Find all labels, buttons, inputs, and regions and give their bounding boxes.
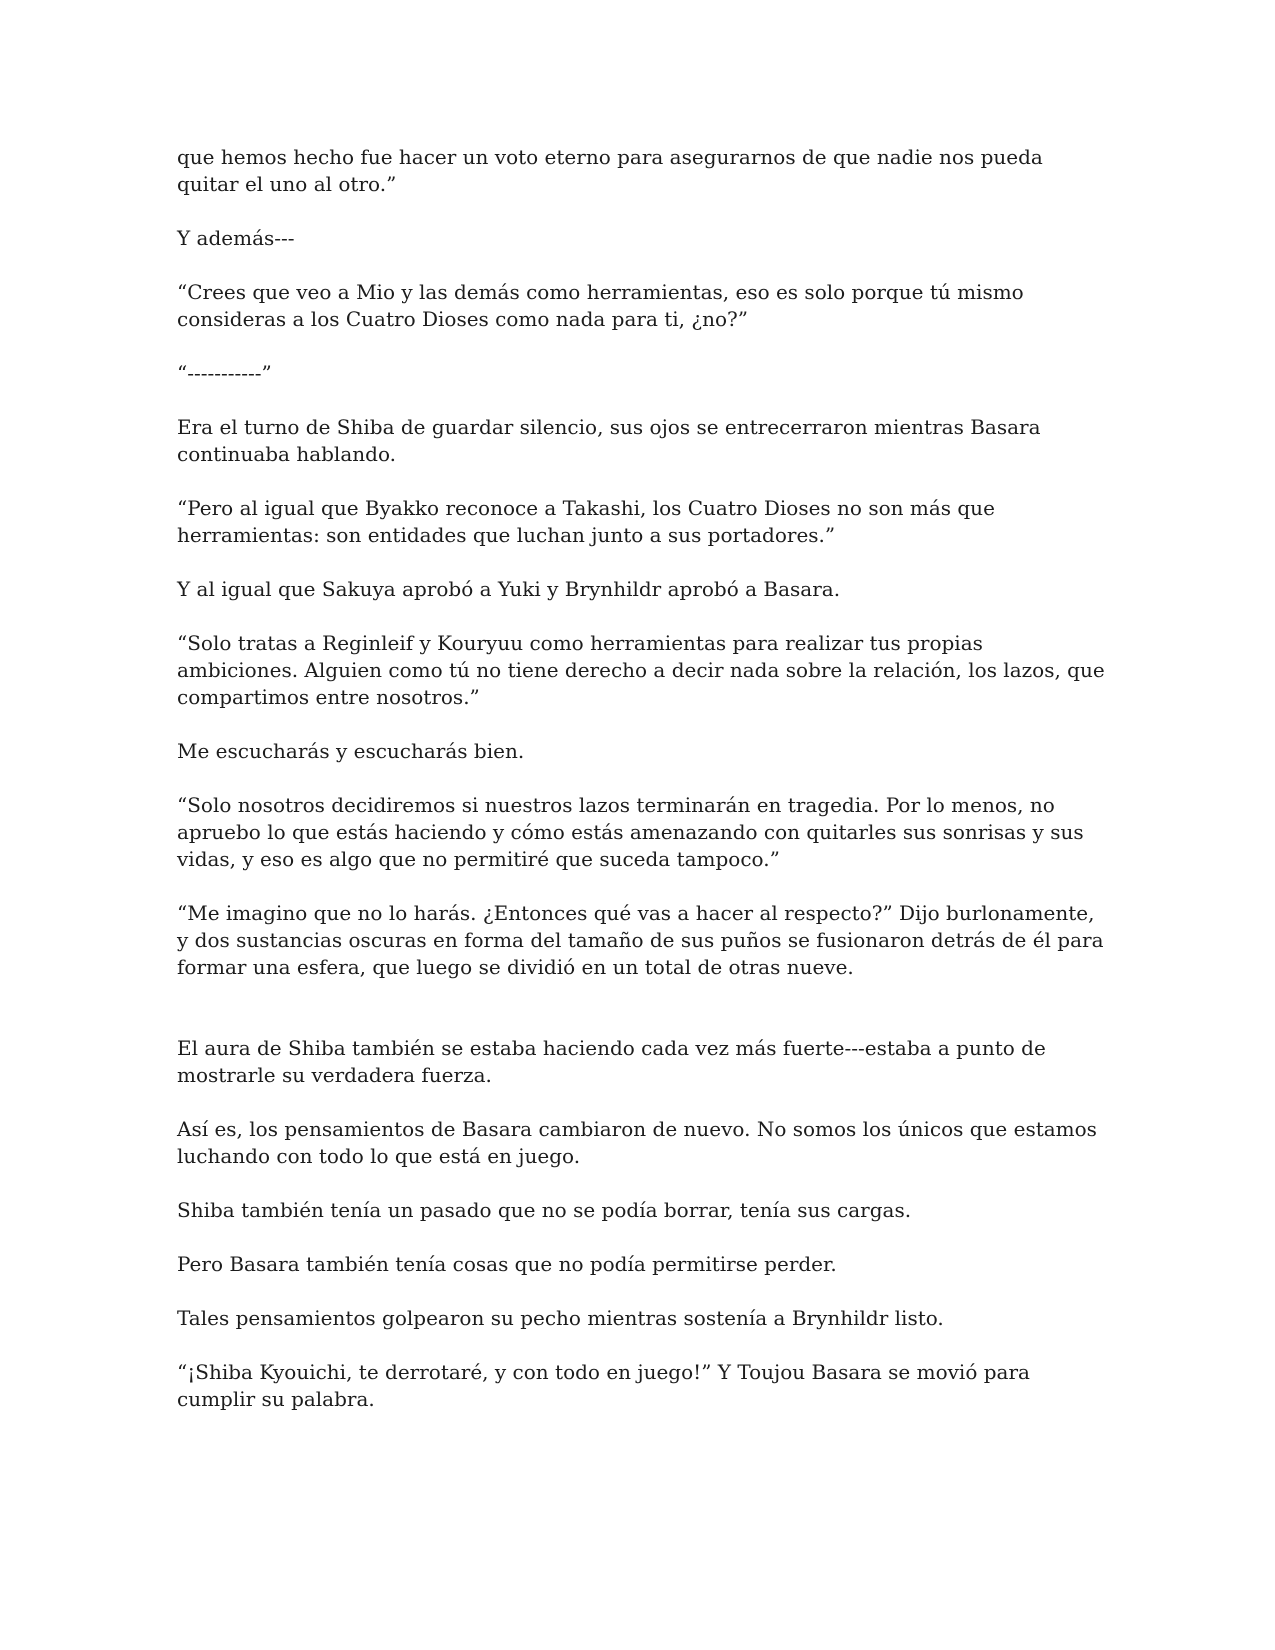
paragraph: “Crees que veo a Mio y las demás como herramientas, eso es solo porque tú mismo consideras a los Cuatro Dioses como nada para ti, ¿no?” [177, 280, 1024, 331]
paragraph: “¡Shiba Kyouichi, te derrotaré, y con todo en juego!” Y Toujou Basara se movió para cumplir su palabra. [177, 1360, 1030, 1411]
paragraph: Así es, los pensamientos de Basara cambiaron de nuevo. No somos los únicos que estamos luchando con todo lo que está en juego. [177, 1117, 1097, 1168]
paragraph: que hemos hecho fue hacer un voto eterno para asegurarnos de que nadie nos pueda quitar el uno al otro.” [177, 145, 1043, 196]
paragraph: Me escucharás y escucharás bien. [177, 739, 525, 763]
paragraph: El aura de Shiba también se estaba haciendo cada vez más fuerte---estaba a punto de mostrarle su verdadera fuerza. [177, 1036, 1046, 1087]
paragraph: Tales pensamientos golpearon su pecho mientras sostenía a Brynhildr listo. [177, 1306, 944, 1330]
document-body [177, 144, 1107, 1440]
paragraph: “-----------” [177, 361, 272, 385]
paragraph: “Me imagino que no lo harás. ¿Entonces qué vas a hacer al respecto?” Dijo burlonamente, y dos sustancias oscuras en forma del tamaño de sus puños se fusionaron detrás de él para formar una esfera, que luego se dividió en un total de otras nueve. [177, 901, 1104, 979]
paragraph: Y al igual que Sakuya aprobó a Yuki y Brynhildr aprobó a Basara. [177, 577, 841, 601]
paragraph: “Solo tratas a Reginleif y Kouryuu como herramientas para realizar tus propias ambiciones. Alguien como tú no tiene derecho a decir nada sobre la relación, los lazos, que compartimos entre nosotros.” [177, 631, 1105, 709]
paragraph: “Solo nosotros decidiremos si nuestros lazos terminarán en tragedia. Por lo menos, no apruebo lo que estás haciendo y cómo estás amenazando con quitarles sus sonrisas y sus vidas, y eso es algo que no permitiré que suceda tampoco.” [177, 793, 1084, 871]
paragraph: Era el turno de Shiba de guardar silencio, sus ojos se entrecerraron mientras Basara continuaba hablando. [177, 415, 1041, 466]
paragraph: Y además--- [177, 226, 295, 250]
paragraph: Pero Basara también tenía cosas que no podía permitirse perder. [177, 1252, 837, 1276]
paragraph: “Pero al igual que Byakko reconoce a Takashi, los Cuatro Dioses no son más que herramientas: son entidades que luchan junto a sus portadores.” [177, 496, 995, 547]
paragraph: Shiba también tenía un pasado que no se podía borrar, tenía sus cargas. [177, 1198, 912, 1222]
